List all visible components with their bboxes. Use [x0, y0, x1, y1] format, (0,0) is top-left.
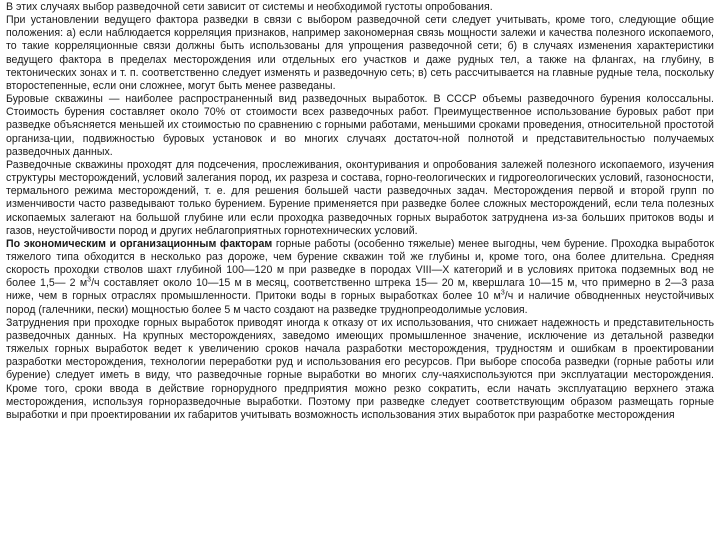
paragraph-3: Буровые скважины — наиболее распространенный вид разведочных выработок. В СССР объемы разведочного бурения колоссальны. Стоимость бурения составляет около 70% от стоимости всех разведочных работ. Преимущественное использование буровых работ при разведке объясняется меньшей их стоимостью по сравнению с горными работами, меньшими сроками проведения, относительной простотой организа-ции, подвижностью буровых установок и во многих случаях достаточ-ной полнотой и представительностью получаемых разведочных данных. [6, 93, 714, 158]
document-body [6, 1, 714, 422]
paragraph-5-text-b: /ч составляет около 10—15 м в месяц, соответственно штрека 15— 20 м, квершлага 10—15 м, что примерно в 2—3 раза ниже, чем в горных отраслях промышленности. Притоки воды в горных выработках более 10 м [6, 277, 715, 303]
paragraph-4: Разведочные скважины проходят для подсечения, прослеживания, оконтуривания и опробования залежей полезного ископаемого, изучения структуры месторождений, условий залегания пород, их разреза и состава, горно-геологических и гидрогеологических условий, газоносности, термального режима месторождений, т. е. для решения большей части разведочных задач. Месторождения первой и второй групп по изменчивости часто разведывают только бурением. Бурение применяется при разведке более сложных месторождений, если тела полезных ископаемых залегают на большой глубине или если проходка разведочных горных выработок затруднена из-за больших притоков воды и газов, неустойчивости пород и других неблагоприятных горнотехнических условий. [6, 158, 714, 237]
paragraph-5-text-c: /ч и наличие обводненных неустойчивых пород (галечники, пески) мощностью более 5 м часто создают на разведке труднопреодолимые условия. [6, 290, 714, 316]
paragraph-5-superscript: 3 [87, 276, 92, 284]
paragraph-5-superscript-2: 3 [500, 289, 505, 297]
paragraph-2: При установлении ведущего фактора разведки в связи с выбором разведочной сети следует учитывать, кроме того, следующие общие положения: а) если наблюдается корреляция признаков, например закономерная связь мощности залежи и качества полезного ископаемого, то такие корреляционные связи должны быть использованы для упрощения разведочной сети; б) в случаях изменения характеристики ведущего фактора в пределах месторождения или отдельных его участков и даже рудных тел, а также на флангах, на глубину, в тектонических зонах и т. п. соответственно следует изменять и разведочную сеть; в) сеть рассчитывается на главные рудные тела, поскольку второстепенные, если они сложнее, могут быть менее разведаны. [6, 14, 714, 92]
paragraph-1: В этих случаях выбор разведочной сети зависит от системы и необходимой густоты опробования. [6, 1, 493, 13]
paragraph-5-text-a: горные работы (особенно тяжелые) менее выгодны, чем бурение. Проходка выработок тяжелого типа обходится в несколько раз дороже, чем бурение скважин той же глубины и, кроме того, она более длительна. Средняя скорость проходки стволов шахт глубиной 100—120 м при разведке в породах VIII—X категорий и в условиях притока подземных вод не более 1,5— 2 м [6, 237, 714, 290]
paragraph-5 [6, 238, 714, 317]
paragraph-5-bold-lead: По экономическим и организационным факторам [6, 237, 273, 250]
paragraph-6: Затруднения при проходке горных выработок приводят иногда к отказу от их использования, что снижает надежность и представительность разведочных данных. На крупных месторождениях, заведомо имеющих промышленное значение, исключение из детальной разведки тяжелых горных выработок ведет к увеличению сроков начала разработки месторождения, трудностям и ошибкам в проектировании разработки месторождения, технологии переработки руд и использования его ресурсов. При выборе способа разведки (горные работы или бурение) следует иметь в виду, что разведочные горные выработки во многих слу-чаяхиспользуются при эксплуатации месторождения. Кроме того, сроки ввода в действие горнорудного предприятия можно резко сократить, если начать эксплуатацию верхнего этажа месторождения, используя горноразведочные выработки. Поэтому при разведке следует соответствующим образом размещать горные выработки и при проектировании их габаритов учитывать возможность использования этих выработок при разработке месторождения [6, 316, 714, 421]
